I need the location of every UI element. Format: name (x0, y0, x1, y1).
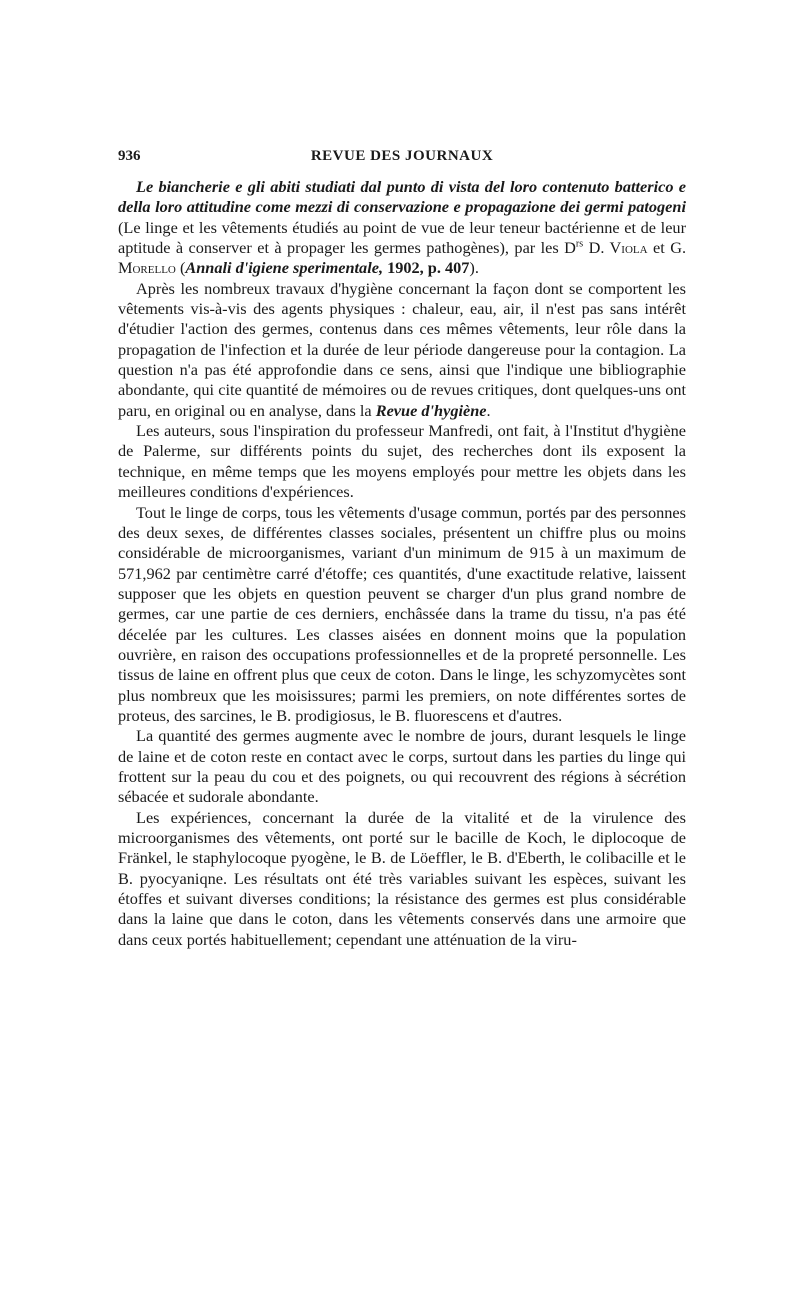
paragraph-2: Les auteurs, sous l'inspiration du professeur Manfredi, ont fait, à l'Institut d'hygiène de Palerme, sur différents points du sujet, des recherches dont ils exposent la technique, en même temps que les moyens employés pour mettre les objets dans les meilleures conditions d'expériences. (118, 421, 686, 502)
author-viola: D. Viola (588, 238, 648, 258)
paragraph-4: La quantité des germes augmente avec le nombre de jours, durant lesquels le linge de laine et de coton reste en contact avec le corps, surtout dans les parties du linge qui frottent sur la peau du cou et des poignets, ou qui recouvrent des régions à sécrétion sébacée et sudorale abondante. (118, 726, 686, 807)
reference-description: (Le linge et les vêtements étudiés au point de vue de leur teneur bactérienne et de leur aptitude à conserver et à propager les germes pathogènes), par les D (118, 217, 686, 258)
article-body (118, 177, 686, 950)
reference-title: Le biancherie e gli abiti studiati dal punto di vista del loro contenuto batterico e della loro attitudine come mezzi di conservazione e propagazione dei germi patogeni (118, 177, 686, 217)
page-number: 936 (118, 148, 141, 164)
paragraph-1 (118, 279, 686, 421)
open-paren: ( (179, 258, 186, 278)
page-header (118, 148, 686, 168)
paragraph-5: Les expériences, concernant la durée de la vitalité et de la virulence des microorganismes des vêtements, ont porté sur le bacille de Koch, le diplocoque de Fränkel, le staphylocoque pyogène, le B. de Löeffler, le B. d'Eberth, le colibacille et le B. pyocyaniqne. Les résultats ont été très variables suivant les espèces, suivant les étoffes et suivant diverses conditions; la résistance des germes est plus considérable dans la laine que dans le coton, dans les vêtements conservés dans une armoire que dans ceux portés habituellement; cependant une atténuation de la viru- (118, 807, 686, 949)
doctor-superscript: rs (575, 238, 584, 250)
paragraph-3: Tout le linge de corps, tous les vêtements d'usage commun, portés par des personnes des deux sexes, de différentes classes sociales, présentent un chiffre plus ou moins considérable de microorganismes, variant d'un minimum de 915 à un maximum de 571,962 par centimètre carré d'étoffe; ces quantités, d'une exactitude relative, laissent supposer que les objets en question peuvent se charger d'un plus grand nombre de germes, car une partie de ces derniers, enchâssée dans la trame du tissu, n'a pas été décelée par les cultures. Les classes aisées en donnent moins que la population ouvrière, en raison des occupations professionnelles et de la propreté personnelle. Les tissus de laine en offrent plus que ceux de coton. Dans le linge, les schyzomycètes sont plus nombreux que les moisissures; parmi les premiers, on note différentes sortes de proteus, des sarcines, le B. prodigiosus, le B. fluorescens et d'autres. (118, 502, 686, 725)
bibliographic-reference (118, 177, 686, 279)
reference-close: ). (469, 258, 479, 278)
running-title: REVUE DES JOURNAUX (310, 148, 494, 164)
paragraph-1-text: Après les nombreux travaux d'hygiène concernant la façon dont se comportent les vêtements vis-à-vis des agents physiques : chaleur, eau, air, il n'est pas sans intérêt d'étudier l'action des germes, contenus dans ces mêmes vêtements, leur rôle dans la propagation de l'infection et la durée de leur période dangereuse pour la contagion. La question n'a pas été approfondie dans ce sens, ainsi que l'indique une bibliographie abondante, qui cite quantité de mémoires ou de revues critiques, dont quelques-uns ont paru, en original ou en analyse, dans la (118, 278, 686, 420)
author-morello: G. Morello (118, 238, 687, 278)
journal-name: Annali d'igiene sperimentale, (185, 258, 384, 278)
citation-year-volume: 1902, p. 407 (387, 258, 470, 278)
paragraph-1-end: . (486, 400, 491, 420)
paragraph-1-journal: Revue d'hygiène (375, 400, 487, 420)
and-word: et (653, 238, 665, 258)
